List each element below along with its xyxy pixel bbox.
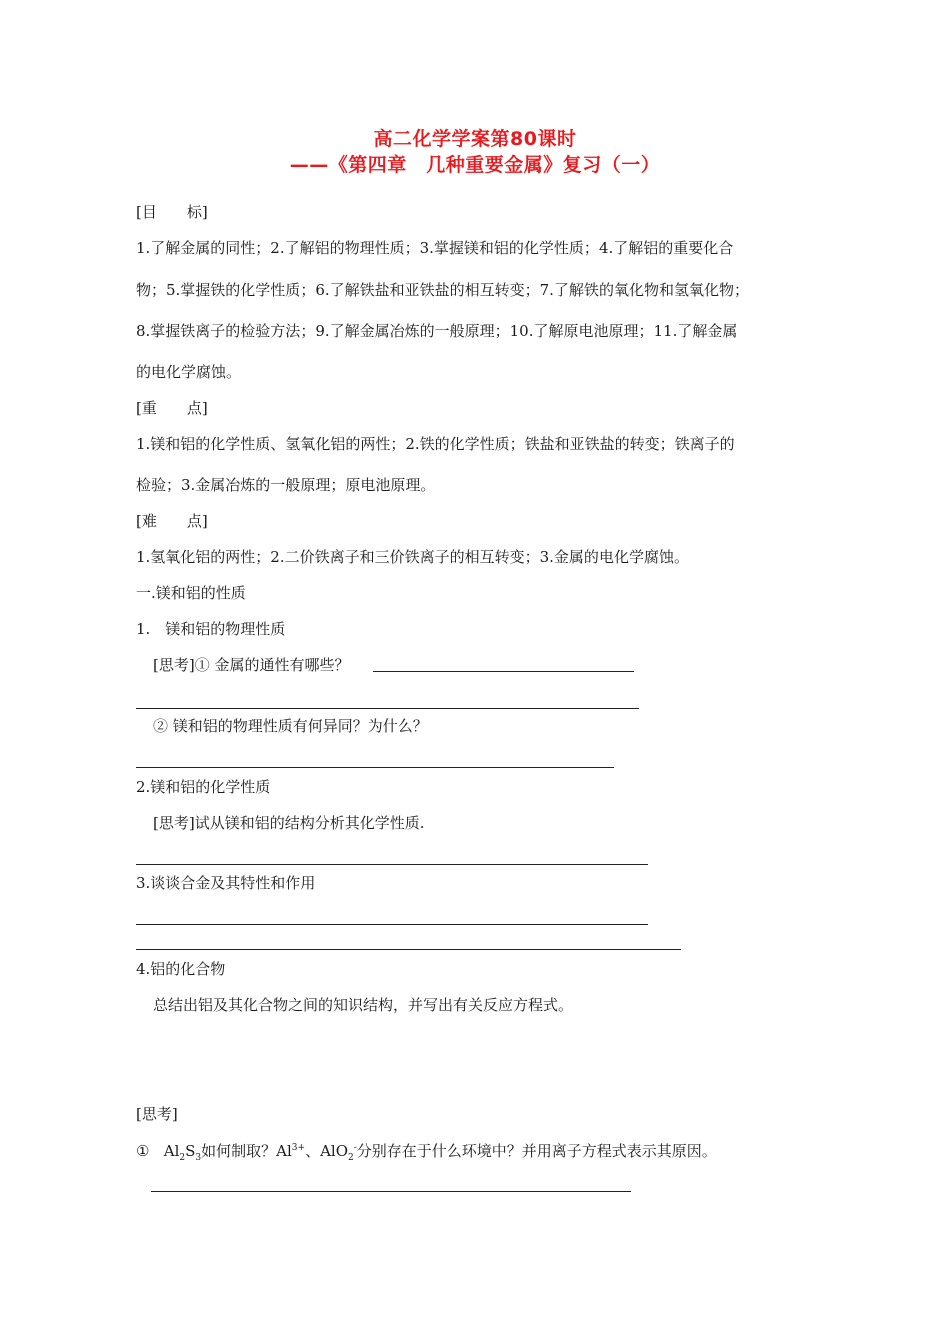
answer-line: [136, 767, 614, 768]
question-4: 4.铝的化合物: [136, 960, 226, 978]
answer-line: [151, 1191, 631, 1192]
circled-number: ①: [136, 1142, 150, 1160]
think-question-formula: ① $Al_2S_3$如何制取？$Al^{3+}$、AlO$_2$-分别存在于什么环境中？并用离子方程式表示其原因。: [136, 1142, 717, 1163]
answer-line: [373, 671, 634, 672]
think-question: [思考]试从镁和铝的结构分析其化学性质.: [153, 814, 425, 832]
document-subtitle: ——《第四章 几种重要金属》复习（一）: [289, 154, 661, 176]
answer-line: [136, 864, 648, 865]
key-text-line: 检验；3.金属冶炼的一般原理；原电池原理。: [136, 476, 436, 494]
difficulty-heading: [难 点]: [136, 512, 208, 530]
question-3: 3.谈谈合金及其特性和作用: [136, 874, 316, 892]
think-question: ② 镁和铝的物理性质有何异同？为什么？: [153, 717, 428, 735]
difficulty-text-line: 1.氢氧化铝的两性；2.二价铁离子和三价铁离子的相互转变；3.金属的电化学腐蚀。: [136, 548, 689, 566]
answer-line: [136, 708, 639, 709]
goal-text-line: 1.了解金属的同性；2.了解铝的物理性质；3.掌握镁和铝的化学性质；4.了解铝的重要化合: [136, 239, 734, 257]
key-text-line: 1.镁和铝的化学性质、氢氧化铝的两性；2.铁的化学性质；铁盐和亚铁盐的转变；铁离子的: [136, 435, 735, 453]
goal-text-line: 物；5.掌握铁的化学性质；6.了解铁盐和亚铁盐的相互转变；7.了解铁的氧化物和氢氧化物；: [136, 281, 749, 299]
document-title: 高二化学学案第80课时: [373, 128, 577, 150]
question-1: 1. 镁和铝的物理性质: [136, 620, 286, 638]
goal-text-line: 8.掌握铁离子的检验方法；9.了解金属冶炼的一般原理；10.了解原电池原理；11.了解金属: [136, 322, 738, 340]
think-question: [思考]① 金属的通性有哪些？: [153, 656, 350, 674]
goal-text-line: 的电化学腐蚀。: [136, 363, 242, 381]
think-heading: [思考]: [136, 1105, 178, 1123]
goal-heading: [目 标]: [136, 203, 208, 221]
answer-line: [136, 949, 681, 950]
key-heading: [重 点]: [136, 399, 208, 417]
part-heading: 一.镁和铝的性质: [136, 584, 246, 602]
question-2: 2.镁和铝的化学性质: [136, 778, 271, 796]
question-4-description: 总结出铝及其化合物之间的知识结构，并写出有关反应方程式。: [153, 996, 574, 1014]
answer-line: [136, 924, 648, 925]
